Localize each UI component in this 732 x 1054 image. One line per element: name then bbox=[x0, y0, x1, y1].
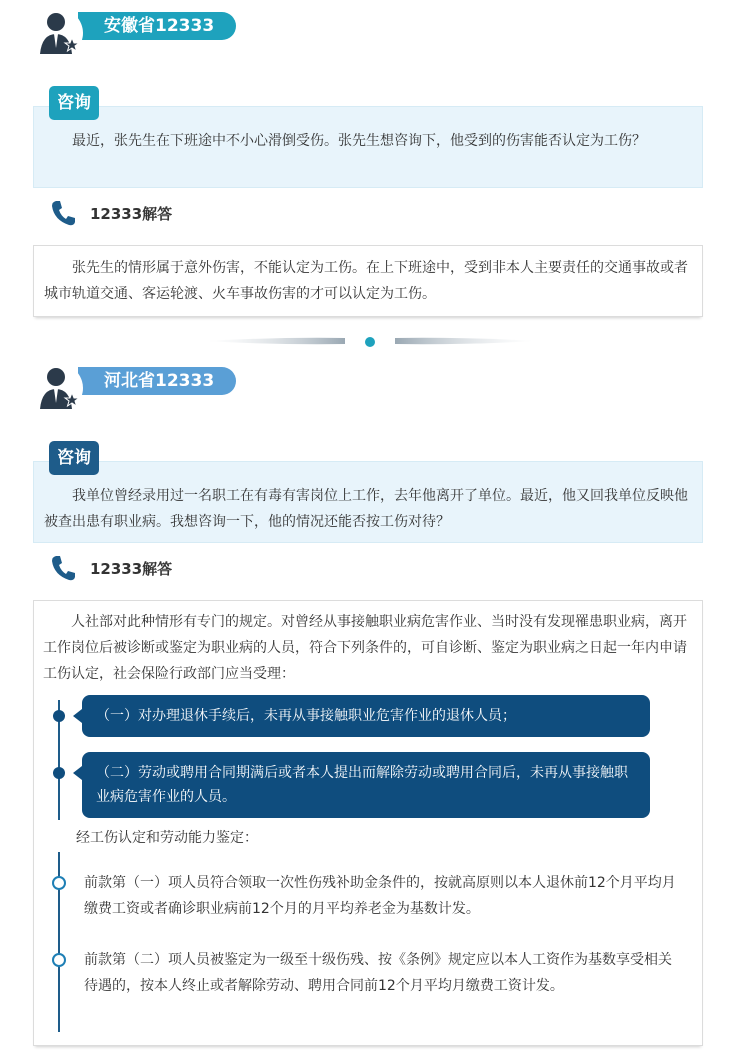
timeline-dot-hollow bbox=[52, 876, 66, 890]
answer-intro-text: 人社部对此种情形有专门的规定。对曾经从事接触职业病危害作业、当时没有发现罹患职业病，离开工作岗位后被诊断或鉴定为职业病的人员，符合下列条件的，可自诊断、鉴定为职业病之日起一年内申请工伤认定，社会保险行政部门应当受理： bbox=[43, 614, 687, 682]
timeline-dot bbox=[53, 767, 65, 779]
condition-item-1: （一）对办理退休手续后，未再从事接触职业危害作业的退休人员； bbox=[82, 695, 650, 737]
rule-item-2: 前款第（二）项人员被鉴定为一级至十级伤残、按《条例》规定应以本人工资作为基数享受相关待遇的，按本人终止或者解除劳动、聘用合同前12个月平均月缴费工资计发。 bbox=[84, 952, 672, 994]
timeline-dot bbox=[53, 710, 65, 722]
timeline-dot-hollow bbox=[52, 953, 66, 967]
section-divider bbox=[205, 333, 535, 347]
rule-item-1: 前款第（一）项人员符合领取一次性伤残补助金条件的，按就高原则以本人退休前12个月平均月缴费工资或者确诊职业病前12个月的月平均养老金为基数计发。 bbox=[84, 875, 676, 917]
phone-icon bbox=[50, 554, 76, 582]
user-star-icon bbox=[34, 363, 84, 413]
question-box bbox=[33, 461, 703, 543]
answer-box bbox=[33, 245, 703, 317]
after-text: 经工伤认定和劳动能力鉴定： bbox=[76, 830, 258, 846]
answer-heading: 12333解答 bbox=[90, 560, 173, 578]
consult-tag: 咨询 bbox=[49, 86, 99, 120]
condition-item-2: （二）劳动或聘用合同期满后或者本人提出而解除劳动或聘用合同后，未再从事接触职业病危害作业的人员。 bbox=[82, 752, 650, 818]
province-label-hebei: 河北省12333 bbox=[78, 367, 236, 395]
question-box bbox=[33, 106, 703, 188]
user-star-icon bbox=[34, 8, 84, 58]
phone-icon bbox=[50, 199, 76, 227]
question-text: 最近，张先生在下班途中不小心滑倒受伤。张先生想咨询下，他受到的伤害能否认定为工伤？ bbox=[72, 133, 646, 149]
question-text: 我单位曾经录用过一名职工在有毒有害岗位上工作，去年他离开了单位。最近，他又回我单位反映他被查出患有职业病。我想咨询一下，他的情况还能否按工伤对待？ bbox=[44, 488, 688, 530]
province-label-anhui: 安徽省12333 bbox=[78, 12, 236, 40]
answer-text: 张先生的情形属于意外伤害，不能认定为工伤。在上下班途中，受到非本人主要责任的交通事故或者城市轨道交通、客运轮渡、火车事故伤害的才可以认定为工伤。 bbox=[44, 260, 688, 302]
consult-tag: 咨询 bbox=[49, 441, 99, 475]
answer-heading: 12333解答 bbox=[90, 205, 173, 223]
